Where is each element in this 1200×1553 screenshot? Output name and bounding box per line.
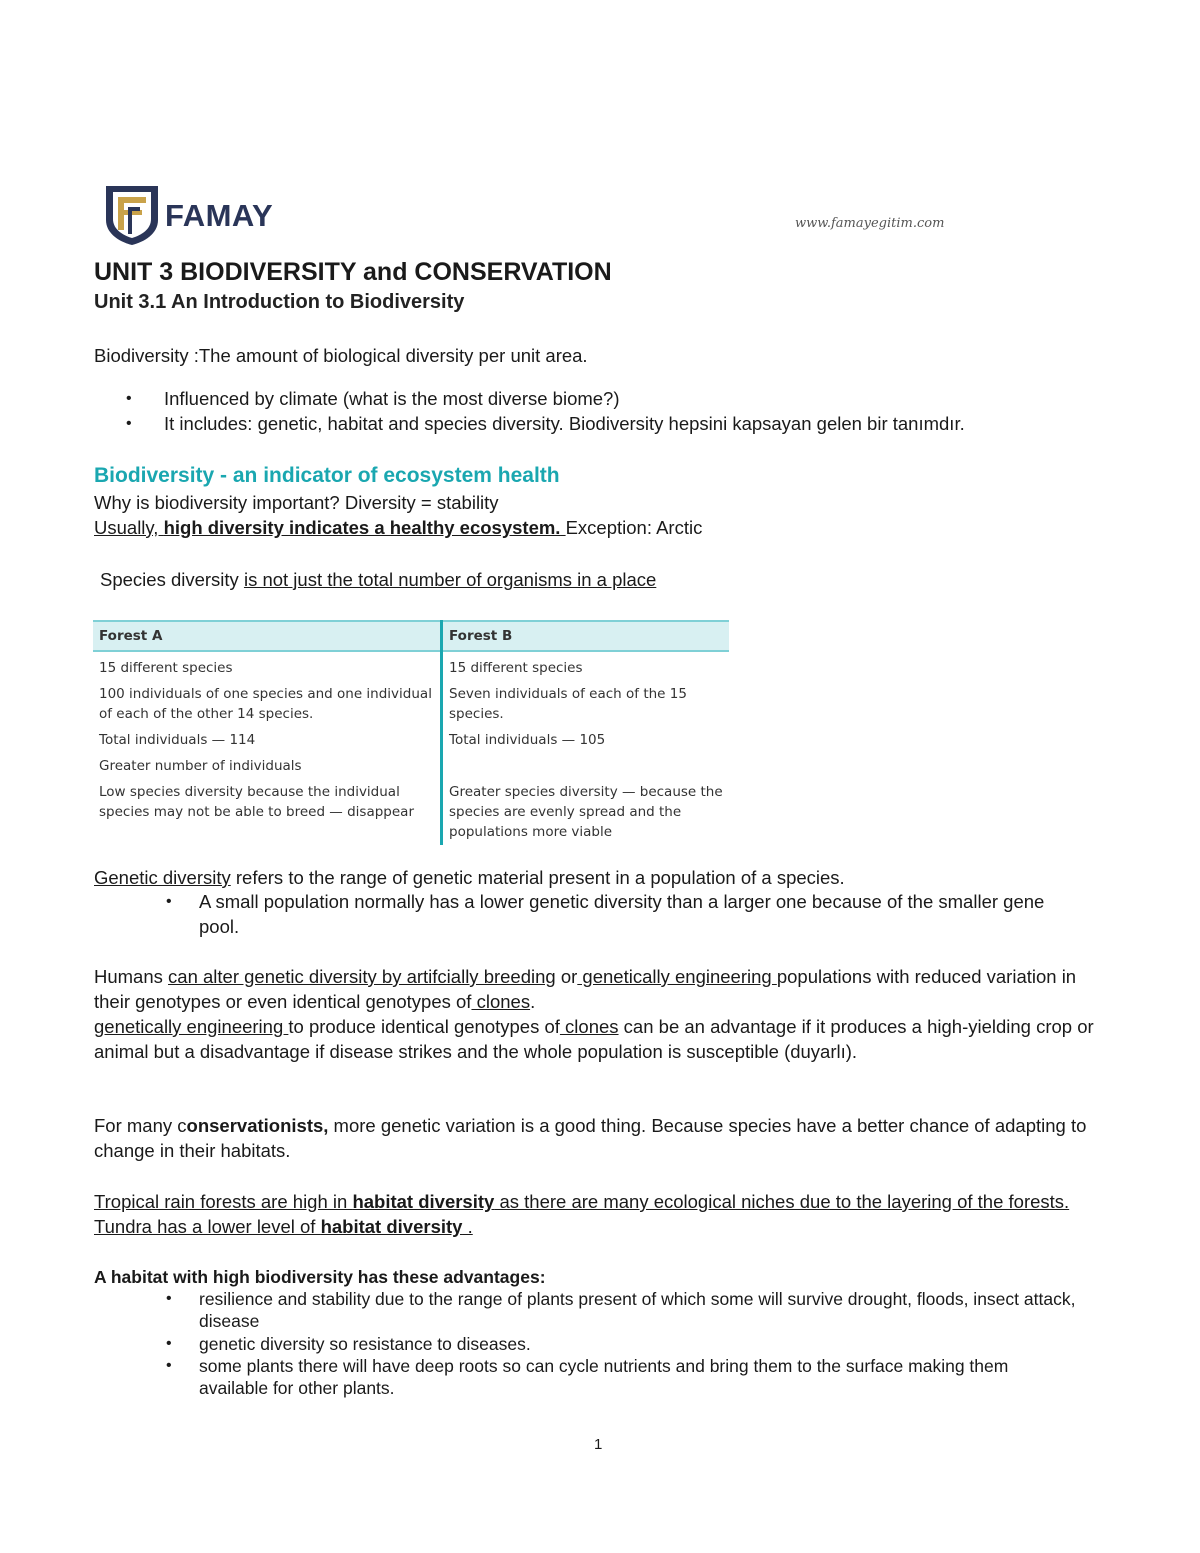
website-url: www.famayegitim.com (795, 216, 945, 231)
table-header-row (93, 621, 729, 651)
table-row (93, 753, 729, 779)
table-cell: Total individuals — 114 (99, 732, 256, 748)
table-row (93, 681, 729, 727)
table-cell: Low species diversity because the individual species may not be able to breed — disappear (99, 784, 414, 820)
table-row (93, 779, 729, 845)
list-item: Influenced by climate (what is the most diverse biome?) (164, 388, 620, 409)
table-cell: Total individuals — 105 (442, 727, 730, 753)
page-title: UNIT 3 BIODIVERSITY and CONSERVATION (94, 258, 612, 286)
bullet-icon: • (166, 1290, 172, 1307)
bullet-icon: • (166, 893, 172, 910)
column-header: Forest B (442, 621, 730, 651)
table-cell: 15 different species (442, 651, 730, 681)
section-heading: Biodiversity - an indicator of ecosystem health (94, 464, 560, 487)
conservationists-paragraph: For many conservationists, more genetic variation is a good thing. Because species have a better chance of adapting to change in their habitats. (94, 1115, 1087, 1161)
table-cell: Seven individuals of each of the 15 species. (442, 681, 730, 727)
tropical-paragraph: Tropical rain forests are high in habitat diversity as there are many ecological niches due to the layering of the forests. Tundra has a lower level of habitat diversity . (94, 1191, 1070, 1237)
bullet-icon: • (166, 1335, 172, 1352)
advantages-heading: A habitat with high biodiversity has these advantages: (94, 1267, 546, 1287)
list-item: resilience and stability due to the range of plants present of which some will survive drought, floods, insect attack, disease (199, 1289, 1076, 1331)
table-cell (442, 753, 730, 779)
column-header: Forest A (93, 621, 442, 651)
bullet-icon: • (126, 390, 132, 407)
table-row (93, 651, 729, 681)
shield-logo-icon (104, 184, 160, 246)
species-text: Species diversity is not just the total number of organisms in a place (100, 569, 657, 590)
definition-text: Biodiversity :The amount of biological diversity per unit area. (94, 345, 588, 366)
list-item: genetic diversity so resistance to diseases. (199, 1334, 531, 1354)
table-row (93, 727, 729, 753)
bullet-icon: • (126, 415, 132, 432)
list-item: A small population normally has a lower genetic diversity than a larger one because of the smaller gene pool. (199, 891, 1045, 937)
page-subtitle: Unit 3.1 An Introduction to Biodiversity (94, 291, 465, 313)
why-text: Why is biodiversity important? Diversity = stability (94, 492, 499, 513)
table-cell: 100 individuals of one species and one individual of each of the other 14 species. (99, 686, 432, 722)
list-item: It includes: genetic, habitat and species diversity. Biodiversity hepsini kapsayan gelen bir tanımdır. (164, 413, 965, 434)
bullet-icon: • (166, 1357, 172, 1374)
list-item: some plants there will have deep roots so can cycle nutrients and bring them to the surface making them available for other plants. (199, 1356, 1009, 1398)
table-cell: 15 different species (99, 660, 233, 676)
humans-paragraph: Humans can alter genetic diversity by artifcially breeding or genetically engineering populations with reduced variation in their genotypes or even identical genotypes of clones. genetically engineering to produce identical genotypes of clones can be an advantage if it produces a high-yielding crop or animal but a disadvantage if disease strikes and the whole population is susceptible (duyarlı). (94, 966, 1094, 1062)
genetic-text: Genetic diversity refers to the range of genetic material present in a population of a species. (94, 867, 845, 888)
forest-comparison-table (93, 620, 729, 845)
table-cell: Greater number of individuals (99, 758, 302, 774)
usually-text: Usually, high diversity indicates a healthy ecosystem. Exception: Arctic (94, 517, 703, 538)
brand-name: FAMAY (165, 198, 274, 233)
page-number: 1 (594, 1436, 603, 1453)
table-cell: Greater species diversity — because the species are evenly spread and the populations more viable (442, 779, 730, 845)
